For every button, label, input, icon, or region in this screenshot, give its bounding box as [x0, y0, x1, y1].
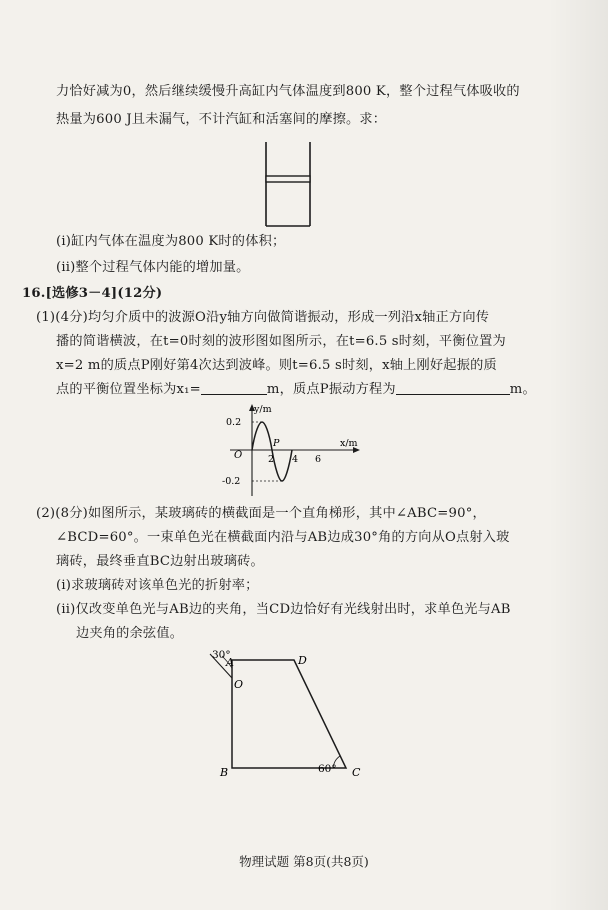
paragraph-line: 力恰好减为0，然后继续缓慢升高缸内气体温度到800 K，整个过程气体吸收的: [56, 84, 520, 99]
y-tick-label: 0.2: [226, 417, 242, 428]
piston: [266, 176, 310, 182]
paragraph-line: ∠BCD=60°。一束单色光在横截面内沿与AB边成30°角的方向从O点射入玻: [56, 530, 510, 545]
text-fragment: m。: [509, 382, 536, 397]
wave-graph: [222, 402, 362, 498]
paragraph-line: (2)(8分)如图所示，某玻璃砖的横截面是一个直角梯形，其中∠ABC=90°，: [36, 506, 486, 521]
cylinder-figure: [258, 140, 318, 232]
question-header: 16.[选修3－4](12分): [22, 286, 163, 301]
y-axis-label: y/m: [254, 404, 272, 415]
point-p-label: P: [273, 438, 280, 449]
paragraph-line: 热量为600 J且未漏气，不计汽缸和活塞间的摩擦。求：: [56, 112, 387, 127]
question-part: (i)求玻璃砖对该单色光的折射率；: [56, 578, 259, 593]
paragraph-line: 璃砖，最终垂直BC边射出玻璃砖。: [56, 554, 264, 569]
text-fragment: m，质点P振动方程为: [266, 382, 396, 397]
paragraph-line: x=2 m的质点P刚好第4次达到波峰。则t=6.5 s时刻，x轴上刚好起振的质: [56, 358, 497, 373]
answer-blank-equation[interactable]: [396, 382, 510, 395]
origin-label: O: [234, 450, 243, 461]
x-tick-label: 4: [292, 454, 299, 465]
wave-curve: [252, 422, 292, 481]
x-axis-label: x/m: [340, 438, 358, 449]
question-part: (ii)整个过程气体内能的增加量。: [56, 260, 250, 275]
y-tick-label: -0.2: [222, 476, 241, 487]
x-tick-label: 6: [315, 454, 322, 465]
page-edge-shadow: [548, 0, 608, 910]
question-part: (i)缸内气体在温度为800 K时的体积；: [56, 234, 286, 249]
paragraph-line: (1)(4分)均匀介质中的波源O沿y轴方向做简谐振动，形成一列沿x轴正方向传: [36, 310, 490, 325]
angle-label-60: 60°: [318, 763, 337, 775]
point-label-o: O: [234, 678, 244, 691]
answer-blank-x1[interactable]: [201, 382, 267, 395]
question-part: (ii)仅改变单色光与AB边的夹角，当CD边恰好有光线射出时，求单色光与AB: [56, 602, 511, 617]
question-part: 边夹角的余弦值。: [76, 626, 184, 641]
x-tick-label: 2: [268, 454, 275, 465]
vertex-label-a: A: [226, 656, 234, 669]
vertex-label-b: B: [220, 766, 229, 779]
trapezoid: [232, 660, 346, 768]
vertex-label-c: C: [352, 766, 361, 779]
page-footer: 物理试题 第8页(共8页): [239, 854, 369, 869]
paragraph-line: 播的简谐横波，在t=0时刻的波形图如图所示，在t=6.5 s时刻，平衡位置为: [56, 334, 506, 349]
paragraph-line: [56, 382, 536, 398]
vertex-label-d: D: [298, 654, 307, 667]
text-fragment: 点的平衡位置坐标为x₁=: [56, 382, 201, 397]
trapezoid-figure: [196, 644, 368, 784]
angle-label-30: 30°: [212, 649, 231, 661]
